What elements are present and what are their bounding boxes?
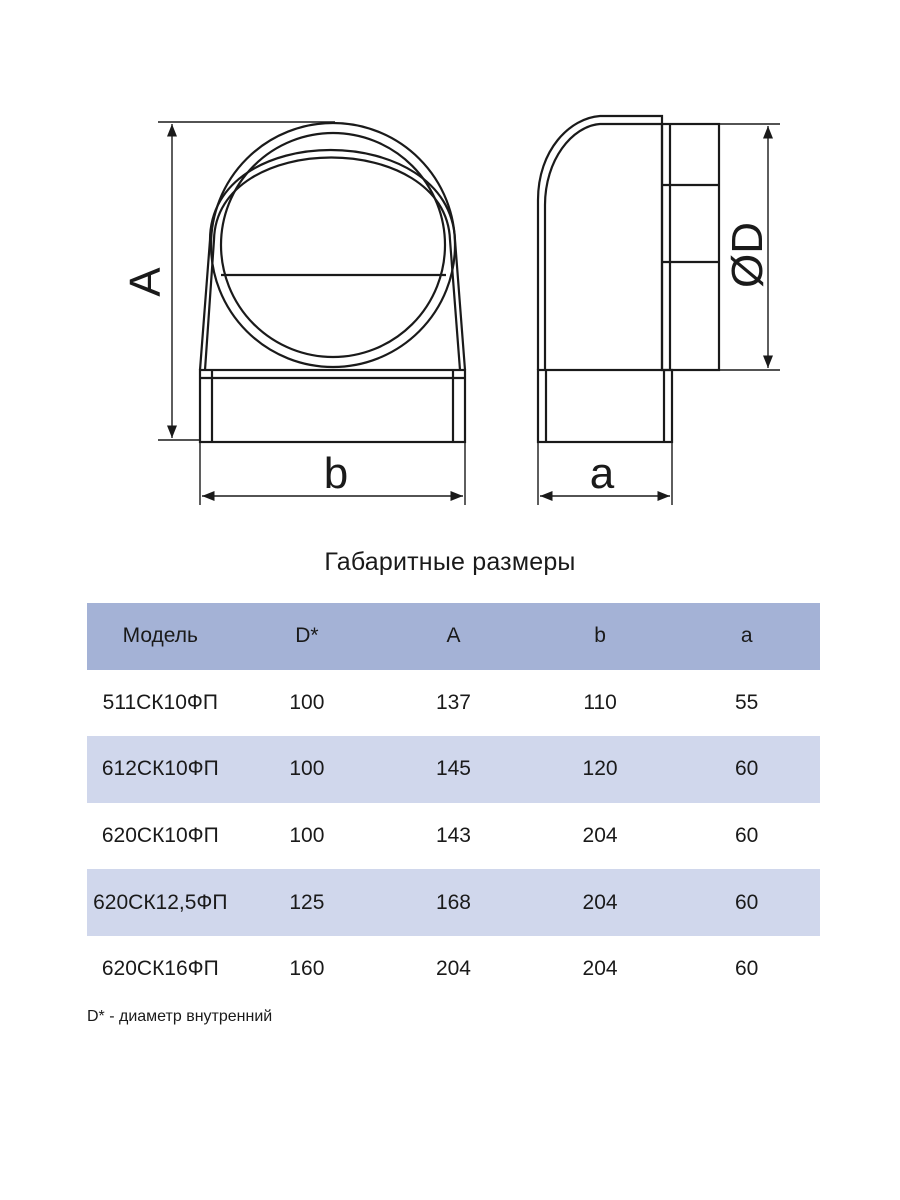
section-title: Габаритные размеры [324, 548, 576, 576]
cell-b: 204 [527, 803, 674, 870]
column-header-b: b [527, 603, 674, 670]
cell-d: 100 [234, 736, 381, 803]
table-row [87, 803, 820, 870]
cell-a-depth: 60 [673, 803, 820, 870]
table-row [87, 736, 820, 803]
cell-d: 100 [234, 803, 381, 870]
table-row [87, 869, 820, 936]
cell-a-height: 168 [380, 869, 527, 936]
cell-model: 620СК10ФП [87, 803, 234, 870]
column-header-a-height: A [380, 603, 527, 670]
cell-b: 204 [527, 936, 674, 1003]
table-header-row [87, 603, 820, 670]
front-view [200, 123, 465, 442]
column-header-model: Модель [87, 603, 234, 670]
cell-a-height: 137 [380, 670, 527, 737]
cell-a-height: 204 [380, 936, 527, 1003]
cell-model: 612СК10ФП [87, 736, 234, 803]
cell-a-depth: 60 [673, 869, 820, 936]
cell-a-height: 143 [380, 803, 527, 870]
cell-model: 620СК16ФП [87, 936, 234, 1003]
cell-a-depth: 55 [673, 670, 820, 737]
side-view [538, 116, 719, 442]
table-row [87, 670, 820, 737]
column-header-d: D* [234, 603, 381, 670]
label-b: b [323, 449, 349, 498]
column-header-a-depth: a [673, 603, 820, 670]
cell-d: 100 [234, 670, 381, 737]
cell-a-depth: 60 [673, 736, 820, 803]
technical-drawing [0, 0, 900, 540]
table-row [87, 936, 820, 1003]
footnote: D* - диаметр внутренний [87, 1008, 273, 1025]
cell-model: 620СК12,5ФП [87, 869, 234, 936]
cell-a-depth: 60 [673, 936, 820, 1003]
cell-b: 204 [527, 869, 674, 936]
cell-d: 125 [234, 869, 381, 936]
cell-b: 120 [527, 736, 674, 803]
cell-a-height: 145 [380, 736, 527, 803]
cell-model: 511СК10ФП [87, 670, 234, 737]
cell-d: 160 [234, 936, 381, 1003]
dimension-A [158, 122, 335, 440]
label-a: a [589, 449, 615, 498]
dimensions-table [87, 603, 820, 1003]
label-A: A [121, 267, 170, 297]
label-D: ØD [723, 222, 772, 288]
cell-b: 110 [527, 670, 674, 737]
